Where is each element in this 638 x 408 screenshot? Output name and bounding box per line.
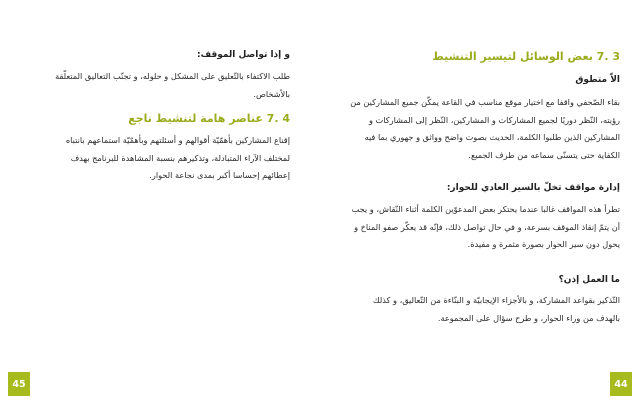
page-number-right: 44 xyxy=(610,372,632,396)
subheading-what-to-do: ما العمل إذن؟ xyxy=(558,275,620,285)
left-page xyxy=(40,0,290,408)
paragraph-what-to-do: التّذكير بقواعد المشاركة، و بالأجزاء الإيجابيّة و البنّاءة من التّعاليق، و كذلك بالهدف من وراء الحوار، و طرح سؤال على المجموعة. xyxy=(372,295,620,323)
right-page xyxy=(330,0,620,408)
subheading-manage-situations: إدارة مواقف تخلّ بالسير العادي للحوار: xyxy=(446,183,620,193)
paragraph-if-continues: طلب الاكتفاء بالتّعليق على المشكل و حلوله، و تجنّب التعاليق المتعلّقة بالأشخاص. xyxy=(55,71,290,99)
page-number-left: 45 xyxy=(8,372,30,396)
section-heading-4-7: 4 .7 عناصر هامة لتنشيط ناجع xyxy=(128,112,290,125)
subheading-if-continues: و إذا تواصل الموقف: xyxy=(197,50,290,60)
section-heading-3-7: 3 .7 بعض الوسائل لتيسير التنشيط xyxy=(432,50,620,63)
paragraph-speaker-position: بقاء الصّحفي واقفا مع اختيار موقع مناسب في القاعة يمكّن جميع المشاركين من رؤيته، النّظر دوريًا لجميع المشاركات و المشاركين، النّظر إلى المشاركات و المشاركين الذين طلبوا الكلمة، الحديث بصوت واضح وواثق و جهوري بما فيه الكفاية حتى يتسنّى سماعه من طرف الجميع. xyxy=(350,97,620,160)
paragraph-important-elements: إقناع المشاركين بأهمّيّة أقوالهم و أسئلتهم وبأهمّيّة استماعهم بانتباه لمختلف الآراء المتبادلة، وتذكيرهم بنسبة المشاهدة للبرنامج بهدف إعطائهم إحساسا أكبر بمدى نجاعة الحوار. xyxy=(65,135,290,180)
paragraph-situations: تطرأ هذه المواقف غالبا عندما يحتكر بعض المدعوّين الكلمة أثناء النّقاش، و يجب أن يتمّ إنقاذ الموقف بسرعة، و في حال تواصل ذلك، فإنّه قد يعكّر صفو المناخ و يحول دون سير الحوار بصورة مثمرة و مفيدة. xyxy=(351,204,620,249)
subheading-la-mantuq: الاّ متطوق xyxy=(575,75,620,85)
